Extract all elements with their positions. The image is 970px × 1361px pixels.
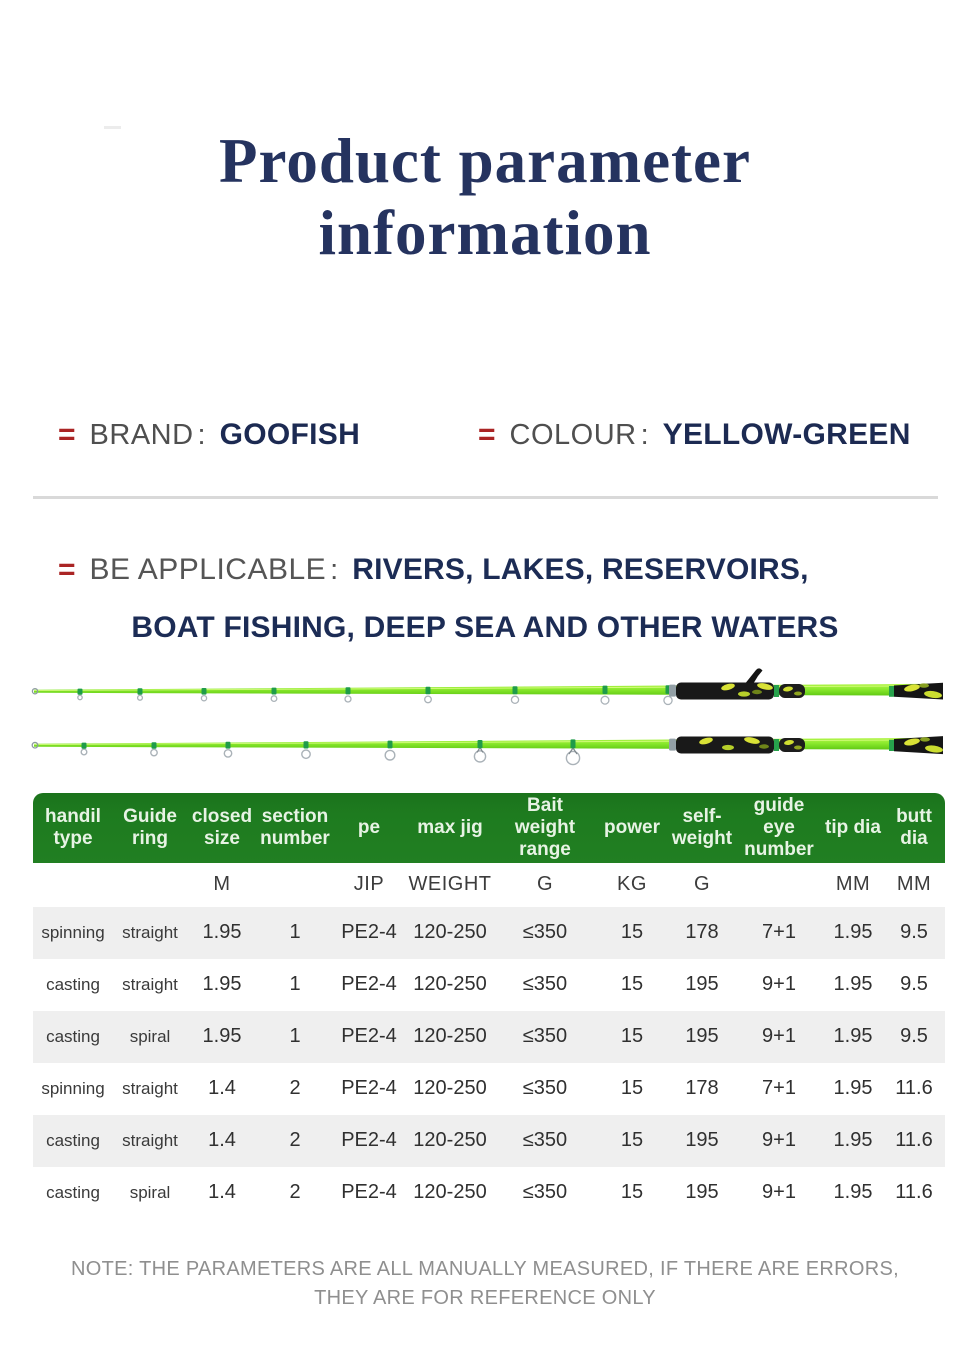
colour-colon: : (640, 418, 649, 451)
divider-line (33, 496, 938, 499)
table-cell: PE2-4 (341, 921, 397, 944)
table-cell: ≤350 (522, 1181, 568, 1204)
table-cell: straight (122, 1078, 178, 1098)
table-cell: 120-250 (413, 1129, 487, 1152)
header-cell: closed size (191, 805, 253, 849)
equals-marker-icon: = (58, 552, 76, 586)
table-cell: 9+1 (762, 973, 796, 996)
table-cell: 1.95 (833, 921, 873, 944)
table-cell: 1.4 (208, 1181, 236, 1204)
header-cell: power (604, 816, 660, 838)
unit-cell: G (693, 873, 711, 896)
unit-cell: KG (617, 873, 647, 896)
note-line1: NOTE: THE PARAMETERS ARE ALL MANUALLY MEASURED, IF THERE ARE ERRORS, (70, 1257, 899, 1280)
page-title-line1: Product parameter (219, 126, 751, 196)
table-cell: 2 (289, 1077, 301, 1100)
table-cell: ≤350 (522, 1025, 568, 1048)
note (0, 1255, 970, 1313)
unit-cell: MM (835, 873, 871, 896)
table-cell: 9+1 (762, 1129, 796, 1152)
table-cell: 195 (685, 1181, 719, 1204)
table-cell: spinning (41, 922, 105, 942)
table-cell: 9+1 (762, 1181, 796, 1204)
top-edge-artifact (104, 126, 121, 129)
table-cell: 120-250 (413, 921, 487, 944)
colour-spec (478, 418, 911, 452)
table-cell: 15 (620, 921, 644, 944)
header-cell: section number (260, 805, 330, 849)
colour-label: COLOUR (509, 418, 637, 451)
table-cell: spinning (41, 1078, 105, 1098)
applicable-line1 (0, 553, 970, 587)
header-cell: Bait weight range (514, 794, 576, 860)
unit-cell: JIP (353, 873, 385, 896)
product-rods-image (28, 667, 943, 779)
header-cell: self-weight (671, 805, 733, 849)
table-cell: spiral (129, 1026, 171, 1046)
note-line2: THEY ARE FOR REFERENCE ONLY (314, 1286, 656, 1309)
table-cell: 1.95 (833, 1129, 873, 1152)
applicable-value-line2: BOAT FISHING, DEEP SEA AND OTHER WATERS (131, 610, 839, 644)
table-cell: 1 (289, 921, 301, 944)
colour-value: YELLOW-GREEN (662, 417, 911, 451)
table-cell: 9.5 (900, 921, 928, 944)
table-cell: 1.4 (208, 1077, 236, 1100)
table-cell: PE2-4 (341, 1025, 397, 1048)
table-row (33, 959, 945, 1011)
table-cell: 1 (289, 1025, 301, 1048)
equals-marker-icon: = (58, 417, 76, 451)
table-cell: straight (122, 1130, 178, 1150)
table-cell: spiral (129, 1182, 171, 1202)
table-cell: casting (46, 1026, 100, 1046)
table-cell: 1.95 (202, 973, 242, 996)
table-cell: PE2-4 (341, 973, 397, 996)
header-cell: Guide ring (123, 805, 177, 849)
table-cell: 195 (685, 1129, 719, 1152)
table-cell: 1.4 (208, 1129, 236, 1152)
applicable-colon: : (330, 553, 339, 586)
table-cell: 1.95 (833, 973, 873, 996)
table-cell: straight (122, 922, 178, 942)
equals-marker-icon: = (478, 417, 496, 451)
table-cell: 9.5 (900, 1025, 928, 1048)
header-cell: max jig (417, 816, 483, 838)
table-cell: 7+1 (762, 921, 796, 944)
table-cell: 15 (620, 973, 644, 996)
brand-colon: : (197, 418, 206, 451)
header-cell: guide eye number (744, 794, 814, 860)
table-cell: 1.95 (833, 1077, 873, 1100)
table-cell: 1.95 (833, 1181, 873, 1204)
table-row (33, 1063, 945, 1115)
table-cell: PE2-4 (341, 1129, 397, 1152)
brand-label: BRAND (89, 418, 194, 451)
table-cell: 120-250 (413, 1181, 487, 1204)
page-title (0, 126, 970, 270)
unit-cell: MM (896, 873, 932, 896)
table-cell: 15 (620, 1025, 644, 1048)
header-cell: butt dia (896, 805, 932, 849)
spec-table (33, 793, 945, 1219)
page-title-line2: information (318, 197, 652, 268)
table-row (33, 1011, 945, 1063)
table-cell: 120-250 (413, 1077, 487, 1100)
unit-cell: WEIGHT (408, 873, 492, 896)
header-cell: handil type (45, 805, 101, 849)
table-cell: casting (46, 974, 100, 994)
table-cell: 195 (685, 1025, 719, 1048)
table-cell: 1.95 (202, 1025, 242, 1048)
table-units-row (33, 863, 945, 907)
table-body (33, 907, 945, 1219)
table-cell: 1.95 (202, 921, 242, 944)
table-cell: 15 (620, 1077, 644, 1100)
table-cell: 11.6 (895, 1181, 933, 1204)
table-cell: 120-250 (413, 1025, 487, 1048)
table-cell: PE2-4 (341, 1077, 397, 1100)
table-cell: 15 (620, 1129, 644, 1152)
unit-cell: G (536, 873, 554, 896)
table-cell: 11.6 (895, 1077, 933, 1100)
table-cell: straight (122, 974, 178, 994)
applicable-section (0, 553, 970, 645)
table-cell: 2 (289, 1129, 301, 1152)
table-cell: ≤350 (522, 973, 568, 996)
table-row (33, 907, 945, 959)
table-cell: 195 (685, 973, 719, 996)
table-cell: ≤350 (522, 1077, 568, 1100)
brand-spec (58, 418, 478, 452)
unit-cell: M (213, 873, 231, 896)
fishing-rod-top-image (32, 668, 943, 704)
table-cell: 15 (620, 1181, 644, 1204)
table-cell: 178 (685, 921, 719, 944)
brand-colour-row (0, 418, 970, 452)
table-cell: 2 (289, 1181, 301, 1204)
table-cell: PE2-4 (341, 1181, 397, 1204)
fishing-rod-bottom-image (32, 735, 943, 764)
table-row (33, 1167, 945, 1219)
table-cell: 9+1 (762, 1025, 796, 1048)
table-cell: 1.95 (833, 1025, 873, 1048)
table-cell: 178 (685, 1077, 719, 1100)
applicable-value-line1: RIVERS, LAKES, RESERVOIRS, (352, 552, 809, 586)
brand-value: GOOFISH (219, 417, 361, 451)
table-cell: ≤350 (522, 921, 568, 944)
header-cell: tip dia (825, 816, 881, 838)
table-cell: 11.6 (895, 1129, 933, 1152)
table-cell: 9.5 (900, 973, 928, 996)
header-cell: pe (357, 816, 381, 838)
table-cell: ≤350 (522, 1129, 568, 1152)
table-cell: 1 (289, 973, 301, 996)
table-cell: casting (46, 1182, 100, 1202)
table-header-row (33, 793, 945, 863)
applicable-label: BE APPLICABLE (89, 552, 327, 586)
table-cell: casting (46, 1130, 100, 1150)
table-row (33, 1115, 945, 1167)
table-cell: 120-250 (413, 973, 487, 996)
table-cell: 7+1 (762, 1077, 796, 1100)
